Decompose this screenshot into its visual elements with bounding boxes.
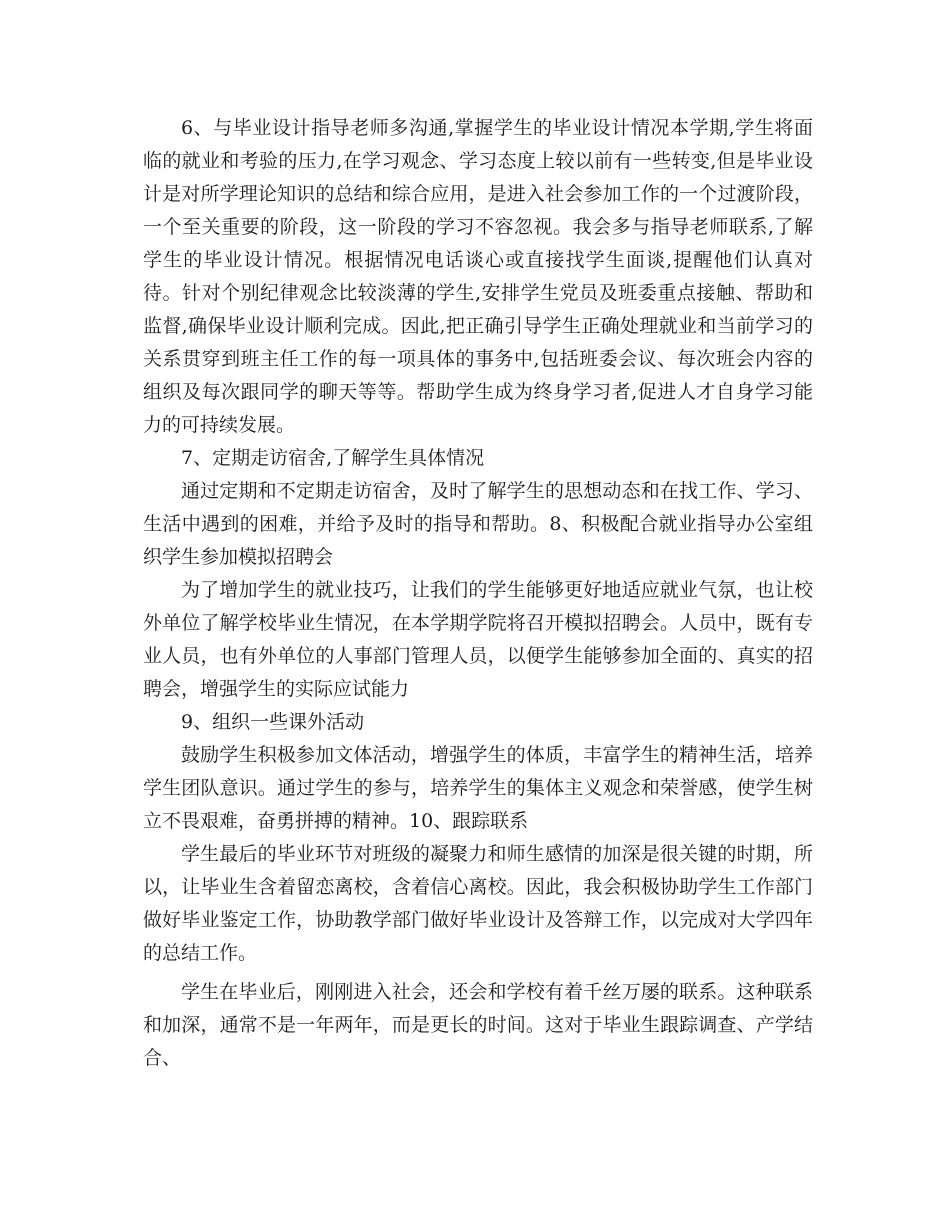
paragraph-item-7-body: 通过定期和不定期走访宿舍，及时了解学生的思想动态和在找工作、学习、生活中遇到的困难，并给予及时的指导和帮助。8、积极配合就业指导办公室组织学生参加模拟招聘会 xyxy=(143,480,813,568)
paragraph-item-10-continued: 学生在毕业后，刚刚进入社会，还会和学校有着千丝万屡的联系。这种联系和加深，通常不是一年两年，而是更长的时间。这对于毕业生跟踪调查、产学结合、 xyxy=(143,981,813,1069)
paragraph-item-6: 6、与毕业设计指导老师多沟通,掌握学生的毕业设计情况本学期,学生将面临的就业和考验的压力,在学习观念、学习态度上较以前有一些转变,但是毕业设计是对所学理论知识的总结和综合应用，是进入社会参加工作的一个过渡阶段，一个至关重要的阶段，这一阶段的学习不容忽视。我会多与指导老师联系,了解学生的毕业设计情况。根据情况电话谈心或直接找学生面谈,提醒他们认真对待。针对个别纪律观念比较淡薄的学生,安排学生党员及班委重点接触、帮助和监督,确保毕业设计顺利完成。因此,把正确引导学生正确处理就业和当前学习的关系贯穿到班主任工作的每一项具体的事务中,包括班委会议、每次班会内容的组织及每次跟同学的聊天等等。帮助学生成为终身学习者,促进人才自身学习能力的可持续发展。 xyxy=(143,117,813,436)
paragraph-item-10-body: 学生最后的毕业环节对班级的凝聚力和师生感情的加深是很关键的时期，所以，让毕业生含着留恋离校，含着信心离校。因此，我会积极协助学生工作部门做好毕业鉴定工作，协助教学部门做好毕业设计及答辩工作，以完成对大学四年的总结工作。 xyxy=(143,843,813,964)
paragraph-item-9-body: 鼓励学生积极参加文体活动，增强学生的体质，丰富学生的精神生活，培养学生团队意识。通过学生的参与，培养学生的集体主义观念和荣誉感，使学生树立不畏艰难，奋勇拼搏的精神。10、跟踪联系 xyxy=(143,744,813,832)
paragraph-heading-7: 7、定期走访宿舍,了解学生具体情况 xyxy=(181,447,485,469)
paragraph-item-8-body: 为了增加学生的就业技巧，让我们的学生能够更好地适应就业气氛，也让校外单位了解学校毕业生情况，在本学期学院将召开模拟招聘会。人员中，既有专业人员，也有外单位的人事部门管理人员，以便学生能够参加全面的、真实的招聘会，增强学生的实际应试能力 xyxy=(143,579,813,700)
paragraph-heading-9: 9、组织一些课外活动 xyxy=(181,711,365,733)
document-body xyxy=(143,112,813,1075)
